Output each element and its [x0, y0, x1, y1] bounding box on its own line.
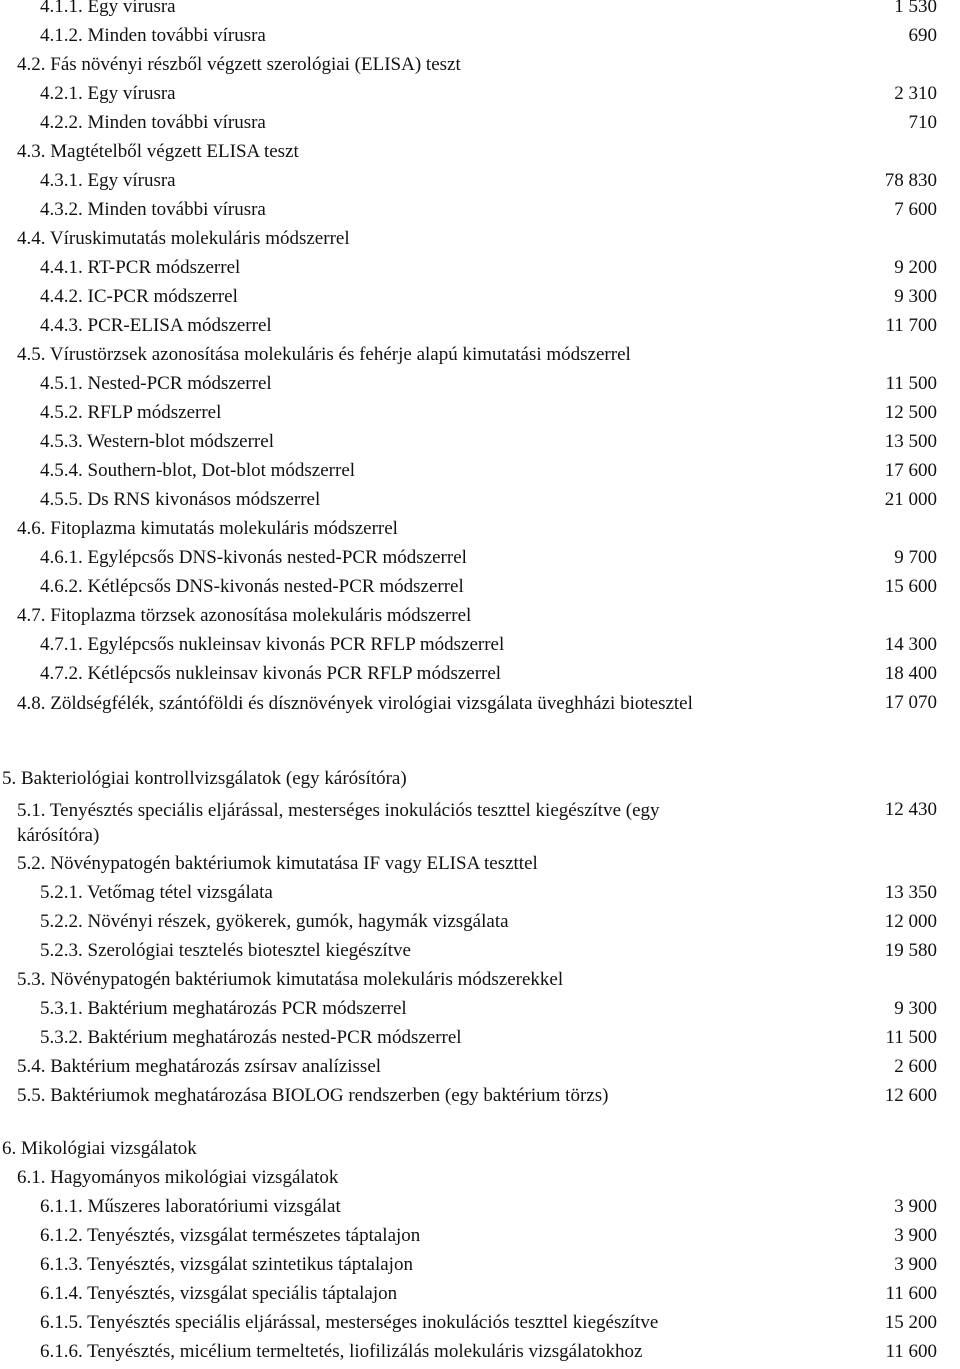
item-label: 4.2.1. Egy vírusra	[40, 83, 176, 104]
item-price: 7 600	[894, 199, 937, 220]
item-price: 690	[908, 25, 937, 46]
item-price: 15 200	[884, 1312, 937, 1333]
table-row	[0, 314, 960, 343]
item-label: 4.3.1. Egy vírusra	[40, 170, 176, 191]
item-label: 4.5.5. Ds RNS kivonásos módszerrel	[40, 489, 321, 510]
item-label: 6.1.1. Műszeres laboratóriumi vizsgálat	[40, 1196, 341, 1217]
item-price: 11 600	[885, 1341, 937, 1362]
table-row	[0, 633, 960, 662]
item-label: 6. Mikológiai vizsgálatok	[2, 1138, 197, 1159]
item-price: 9 700	[894, 547, 937, 568]
table-row	[0, 198, 960, 227]
table-row	[0, 1195, 960, 1224]
table-row	[0, 372, 960, 401]
item-label: 5.1. Tenyésztés speciális eljárással, mesterséges inokulációs teszttel kiegészítve (egy kárósítóra)	[17, 800, 660, 846]
item-label: 5.3.2. Baktérium meghatározás nested-PCR módszerrel	[40, 1027, 462, 1048]
item-label: 5.3. Növénypatogén baktériumok kimutatása molekuláris módszerekkel	[17, 969, 564, 990]
table-row	[0, 517, 960, 546]
table-row	[0, 767, 960, 796]
table-row	[0, 256, 960, 285]
table-row	[0, 1340, 960, 1369]
table-row	[0, 488, 960, 517]
item-label: 4.6. Fitoplazma kimutatás molekuláris módszerrel	[17, 518, 398, 539]
table-row	[0, 997, 960, 1026]
table-row	[0, 691, 960, 747]
table-row	[0, 1026, 960, 1055]
table-row	[0, 1055, 960, 1084]
item-label: 4.2. Fás növényi részből végzett szerológiai (ELISA) teszt	[17, 54, 461, 75]
item-label: 4.4.2. IC-PCR módszerrel	[40, 286, 238, 307]
item-price: 15 600	[884, 576, 937, 597]
item-label: 4.4. Víruskimutatás molekuláris módszerrel	[17, 228, 350, 249]
item-price: 14 300	[884, 634, 937, 655]
table-row	[0, 24, 960, 53]
table-row	[0, 575, 960, 604]
table-row	[0, 430, 960, 459]
item-label: 4.7.1. Egylépcsős nukleinsav kivonás PCR RFLP módszerrel	[40, 634, 505, 655]
table-row	[0, 1224, 960, 1253]
table-row	[0, 968, 960, 997]
item-label: 4.2.2. Minden további vírusra	[40, 112, 266, 133]
item-price: 78 830	[884, 170, 937, 191]
table-row	[0, 662, 960, 691]
item-label: 6.1.6. Tenyésztés, micélium termeltetés, liofilizálás molekuláris vizsgálatokhoz	[40, 1341, 643, 1362]
table-row	[0, 285, 960, 314]
table-row	[0, 881, 960, 910]
item-label: 4.5.2. RFLP módszerrel	[40, 402, 222, 423]
item-price: 12 430	[884, 799, 937, 820]
table-row	[0, 1137, 960, 1166]
item-label: 5.2.3. Szerológiai tesztelés biotesztel kiegészítve	[40, 940, 411, 961]
item-price: 3 900	[894, 1196, 937, 1217]
table-row	[0, 604, 960, 633]
item-label: 6.1.4. Tenyésztés, vizsgálat speciális táptalajon	[40, 1283, 398, 1304]
item-label: 4.3.2. Minden további vírusra	[40, 199, 266, 220]
table-row	[0, 227, 960, 256]
item-price: 9 300	[894, 998, 937, 1019]
item-price: 13 500	[884, 431, 937, 452]
item-price: 12 000	[884, 911, 937, 932]
item-label: 4.3. Magtételből végzett ELISA teszt	[17, 141, 299, 162]
item-price: 11 600	[885, 1283, 937, 1304]
table-row	[0, 140, 960, 169]
item-price: 1 530	[894, 0, 937, 17]
item-label: 5.5. Baktériumok meghatározása BIOLOG rendszerben (egy baktérium törzs)	[17, 1085, 609, 1106]
table-row	[0, 111, 960, 140]
item-price: 710	[908, 112, 937, 133]
item-label: 4.5.3. Western-blot módszerrel	[40, 431, 274, 452]
item-label: 4.1.2. Minden további vírusra	[40, 25, 266, 46]
table-row	[0, 546, 960, 575]
item-label: 5. Bakteriológiai kontrollvizsgálatok (egy kárósítóra)	[2, 768, 407, 789]
item-label: 4.7. Fitoplazma törzsek azonosítása molekuláris módszerrel	[17, 605, 472, 626]
item-label: 4.5.4. Southern-blot, Dot-blot módszerrel	[40, 460, 356, 481]
table-row	[0, 910, 960, 939]
item-label: 6.1.3. Tenyésztés, vizsgálat szintetikus táptalajon	[40, 1254, 413, 1275]
item-price: 11 700	[885, 315, 937, 336]
table-row	[0, 82, 960, 111]
item-label: 4.1.1. Egy vírusra	[40, 0, 176, 17]
table-row	[0, 0, 960, 24]
item-price: 12 500	[884, 402, 937, 423]
table-row	[0, 401, 960, 430]
item-price: 17 600	[884, 460, 937, 481]
table-row	[0, 1311, 960, 1340]
item-label: 5.2.2. Növényi részek, gyökerek, gumók, hagymák vizsgálata	[40, 911, 509, 932]
item-price: 3 900	[894, 1254, 937, 1275]
item-label: 4.5.1. Nested-PCR módszerrel	[40, 373, 272, 394]
item-price: 3 900	[894, 1225, 937, 1246]
item-label: 6.1. Hagyományos mikológiai vizsgálatok	[17, 1167, 339, 1188]
item-price: 17 070	[884, 692, 937, 713]
item-price: 2 310	[894, 83, 937, 104]
table-row	[0, 1282, 960, 1311]
table-row	[0, 939, 960, 968]
item-label: 4.4.1. RT-PCR módszerrel	[40, 257, 241, 278]
table-row	[0, 53, 960, 82]
item-label: 6.1.5. Tenyésztés speciális eljárással, mesterséges inokulációs teszttel kiegészítve	[40, 1312, 659, 1333]
item-price: 9 200	[894, 257, 937, 278]
item-price: 18 400	[884, 663, 937, 684]
item-label: 4.6.2. Kétlépcsős DNS-kivonás nested-PCR módszerrel	[40, 576, 464, 597]
table-row	[0, 852, 960, 881]
item-label: 6.1.2. Tenyésztés, vizsgálat természetes táptalajon	[40, 1225, 421, 1246]
item-price: 2 600	[894, 1056, 937, 1077]
item-price: 19 580	[884, 940, 937, 961]
item-price: 11 500	[885, 373, 937, 394]
item-label: 4.5. Vírustörzsek azonosítása molekuláris és fehérje alapú kimutatási módszerrel	[17, 344, 631, 365]
item-label: 4.8. Zöldségfélék, szántóföldi és dísznövények virológiai vizsgálata üveghházi biotesztel	[17, 693, 693, 714]
item-label: 4.4.3. PCR-ELISA módszerrel	[40, 315, 272, 336]
item-label: 5.3.1. Baktérium meghatározás PCR módszerrel	[40, 998, 407, 1019]
item-price: 21 000	[884, 489, 937, 510]
item-label: 5.2.1. Vetőmag tétel vizsgálata	[40, 882, 273, 903]
table-row	[0, 459, 960, 488]
table-row	[0, 1084, 960, 1113]
item-label: 5.2. Növénypatogén baktériumok kimutatása IF vagy ELISA teszttel	[17, 853, 538, 874]
table-row	[0, 1253, 960, 1282]
item-label: 4.7.2. Kétlépcsős nukleinsav kivonás PCR RFLP módszerrel	[40, 663, 502, 684]
item-label: 4.6.1. Egylépcsős DNS-kivonás nested-PCR módszerrel	[40, 547, 467, 568]
table-row	[0, 798, 960, 854]
item-price: 11 500	[885, 1027, 937, 1048]
table-row	[0, 1166, 960, 1195]
item-price: 13 350	[884, 882, 937, 903]
item-price: 9 300	[894, 286, 937, 307]
item-price: 12 600	[884, 1085, 937, 1106]
item-label: 5.4. Baktérium meghatározás zsírsav analízissel	[17, 1056, 382, 1077]
table-row	[0, 169, 960, 198]
table-row	[0, 343, 960, 372]
